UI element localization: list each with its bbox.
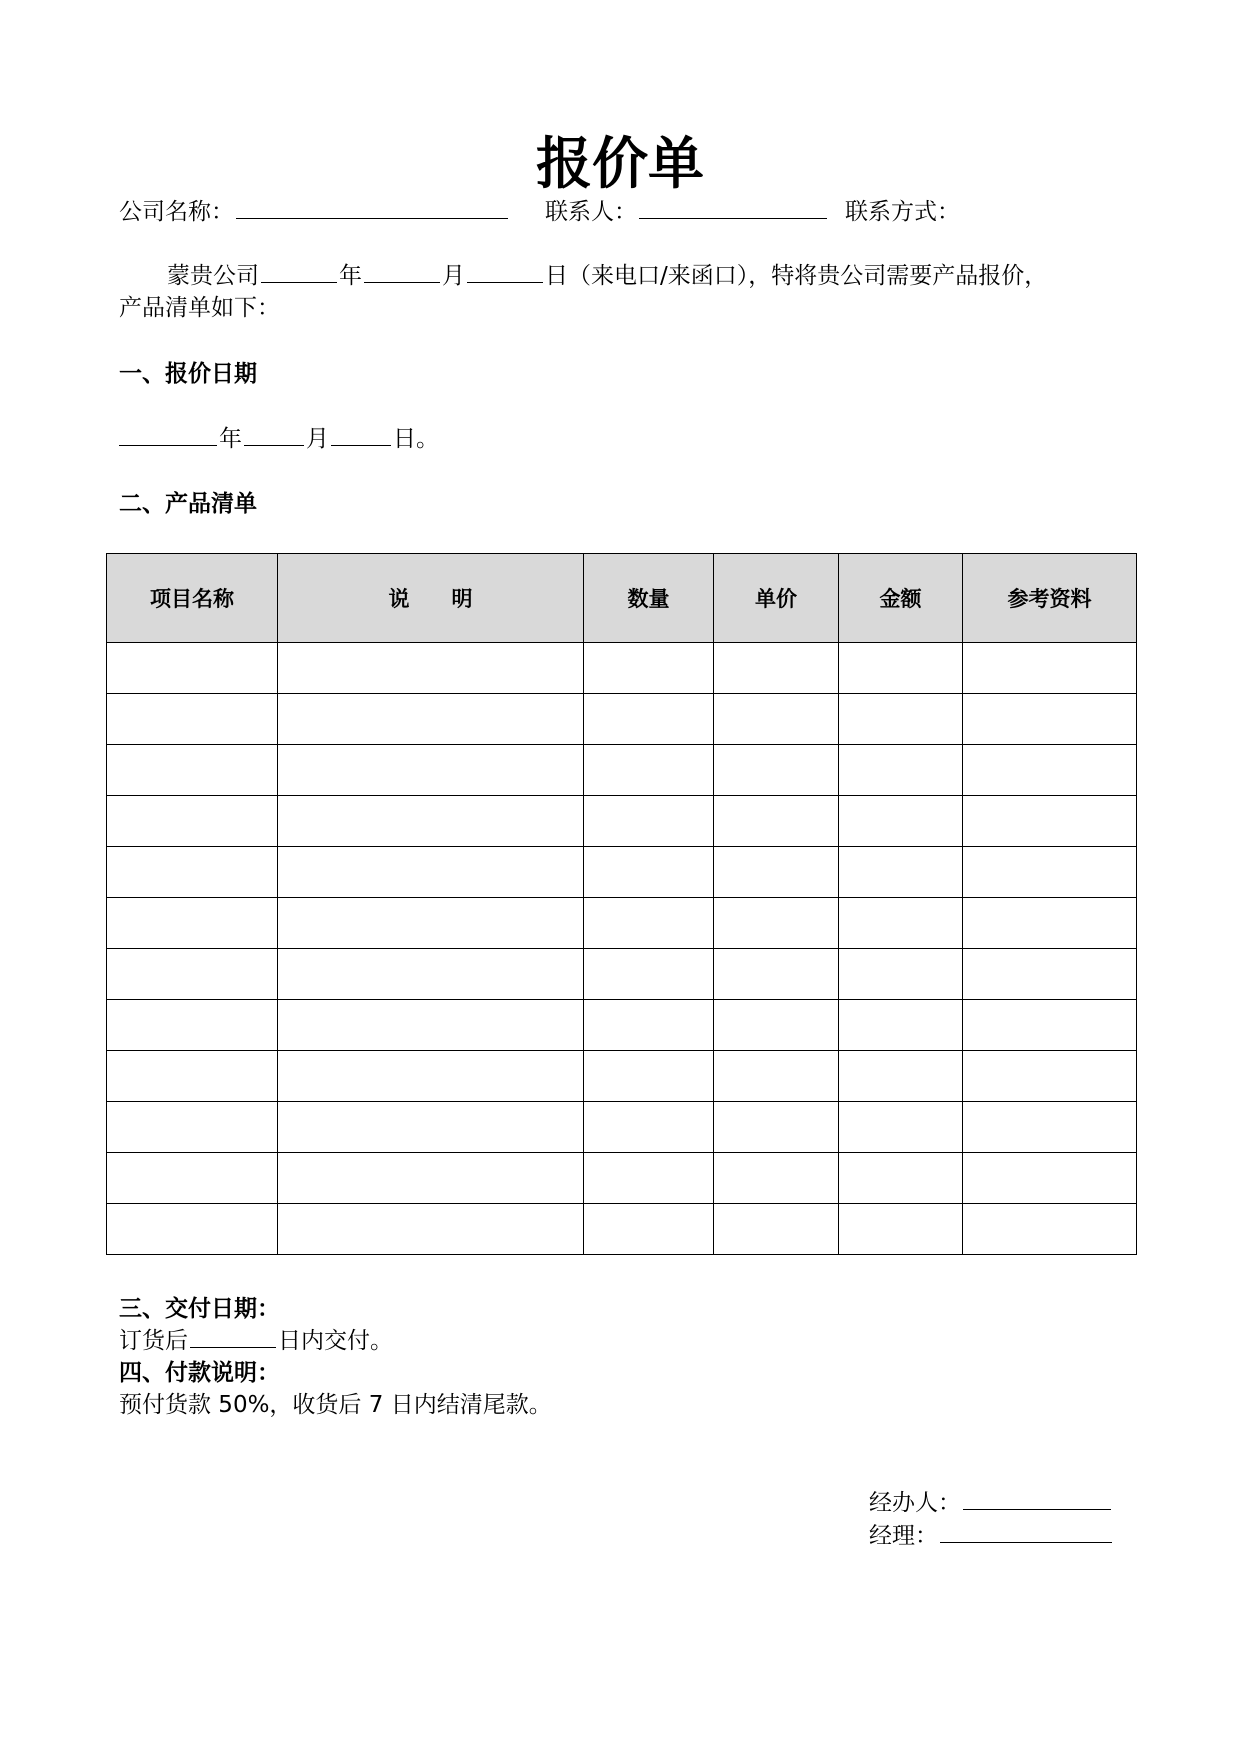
table-cell[interactable] (584, 1051, 714, 1102)
table-cell[interactable] (278, 745, 584, 796)
table-cell[interactable] (963, 898, 1137, 949)
table-cell[interactable] (839, 898, 963, 949)
col-header-quantity: 数量 (584, 554, 714, 643)
col-header-description: 说 明 (278, 554, 584, 643)
table-cell[interactable] (278, 898, 584, 949)
signature-handler (869, 1487, 1113, 1519)
table-cell[interactable] (963, 796, 1137, 847)
signature-manager (869, 1520, 1114, 1552)
table-body (107, 643, 1137, 1255)
col-header-item-name: 项目名称 (107, 554, 278, 643)
table-cell[interactable] (714, 1153, 839, 1204)
table-cell[interactable] (714, 1051, 839, 1102)
section4-heading: 四、付款说明： (119, 1360, 280, 1386)
table-cell[interactable] (839, 949, 963, 1000)
quote-month: 月 (306, 426, 329, 452)
table-cell[interactable] (714, 1000, 839, 1051)
table-cell[interactable] (714, 1102, 839, 1153)
table-cell[interactable] (107, 949, 278, 1000)
table-cell[interactable] (278, 694, 584, 745)
table-cell[interactable] (714, 847, 839, 898)
table-cell[interactable] (963, 1051, 1137, 1102)
quote-day: 日。 (393, 426, 439, 452)
table-cell[interactable] (714, 1204, 839, 1255)
table-cell[interactable] (963, 1204, 1137, 1255)
table-cell[interactable] (963, 1153, 1137, 1204)
table-cell[interactable] (584, 1153, 714, 1204)
table-cell[interactable] (584, 949, 714, 1000)
section2-heading: 二、产品清单 (119, 491, 257, 517)
table-cell[interactable] (714, 694, 839, 745)
intro-text: 蒙贵公司 (167, 263, 259, 289)
quote-date (119, 423, 439, 455)
table-cell[interactable] (278, 796, 584, 847)
delivery-text (119, 1325, 393, 1357)
table-cell[interactable] (584, 1000, 714, 1051)
table-row (107, 643, 1137, 694)
table-cell[interactable] (278, 1204, 584, 1255)
table-cell[interactable] (963, 949, 1137, 1000)
table-cell[interactable] (839, 796, 963, 847)
table-cell[interactable] (839, 1051, 963, 1102)
company-blank[interactable] (236, 217, 508, 219)
col-header-unit-price: 单价 (714, 554, 839, 643)
table-row (107, 694, 1137, 745)
contact-label: 联系人： (545, 199, 637, 225)
manager-label: 经理： (869, 1523, 938, 1549)
table-cell[interactable] (584, 694, 714, 745)
table-row (107, 1153, 1137, 1204)
table-cell[interactable] (714, 949, 839, 1000)
table-cell[interactable] (963, 643, 1137, 694)
contact-blank[interactable] (639, 217, 827, 219)
table-cell[interactable] (584, 1102, 714, 1153)
table-header-row (107, 554, 1137, 643)
intro-line-1 (119, 260, 1047, 292)
table-cell[interactable] (839, 643, 963, 694)
handler-label: 经办人： (869, 1490, 961, 1516)
table-cell[interactable] (107, 1102, 278, 1153)
table-cell[interactable] (107, 643, 278, 694)
table-cell[interactable] (839, 1000, 963, 1051)
col-header-reference: 参考资料 (963, 554, 1137, 643)
table-cell[interactable] (839, 1204, 963, 1255)
table-cell[interactable] (839, 1153, 963, 1204)
table-row (107, 796, 1137, 847)
table-cell[interactable] (963, 694, 1137, 745)
col-header-amount: 金额 (839, 554, 963, 643)
page-title: 报价单 (536, 132, 704, 197)
quote-day-blank[interactable] (331, 444, 391, 446)
intro-month: 月 (442, 263, 465, 289)
table-cell[interactable] (278, 847, 584, 898)
payment-text: 预付货款 50%，收货后 7 日内结清尾款。 (119, 1392, 552, 1418)
contact-method-label: 联系方式： (845, 199, 960, 225)
table-cell[interactable] (839, 1102, 963, 1153)
table-cell[interactable] (278, 1051, 584, 1102)
table-row (107, 1102, 1137, 1153)
table-cell[interactable] (107, 847, 278, 898)
table-cell[interactable] (107, 694, 278, 745)
table-cell[interactable] (714, 898, 839, 949)
intro-year-blank[interactable] (261, 281, 337, 283)
table-cell[interactable] (278, 643, 584, 694)
quote-year-blank[interactable] (119, 444, 217, 446)
section1-heading: 一、报价日期 (119, 361, 257, 387)
table-row (107, 1051, 1137, 1102)
table-cell[interactable] (714, 796, 839, 847)
table-row (107, 745, 1137, 796)
table-row (107, 1204, 1137, 1255)
table-cell[interactable] (839, 847, 963, 898)
table-cell[interactable] (839, 694, 963, 745)
header-contact-method (845, 196, 960, 228)
table-row (107, 898, 1137, 949)
table-cell[interactable] (107, 796, 278, 847)
table-row (107, 949, 1137, 1000)
delivery-days-blank[interactable] (190, 1346, 276, 1348)
table-cell[interactable] (963, 745, 1137, 796)
handler-blank[interactable] (963, 1508, 1111, 1510)
table-cell[interactable] (963, 847, 1137, 898)
table-cell[interactable] (584, 745, 714, 796)
table-cell[interactable] (963, 1000, 1137, 1051)
table-cell[interactable] (839, 745, 963, 796)
table-cell[interactable] (278, 949, 584, 1000)
table-cell[interactable] (584, 898, 714, 949)
company-label: 公司名称： (119, 199, 234, 225)
quote-month-blank[interactable] (244, 444, 304, 446)
table-cell[interactable] (107, 1051, 278, 1102)
table-cell[interactable] (107, 898, 278, 949)
table-row (107, 847, 1137, 898)
table-cell[interactable] (107, 745, 278, 796)
section3-heading: 三、交付日期： (119, 1296, 280, 1322)
table-cell[interactable] (107, 1000, 278, 1051)
table-cell[interactable] (584, 1204, 714, 1255)
quote-year: 年 (219, 426, 242, 452)
table-cell[interactable] (584, 643, 714, 694)
intro-line-2: 产品清单如下： (119, 295, 280, 321)
product-table (106, 553, 1137, 1255)
table-row (107, 1000, 1137, 1051)
table-cell[interactable] (714, 745, 839, 796)
table-cell[interactable] (584, 847, 714, 898)
delivery-post: 日内交付。 (278, 1328, 393, 1354)
intro-year: 年 (339, 263, 362, 289)
table-cell[interactable] (278, 1153, 584, 1204)
table-cell[interactable] (584, 796, 714, 847)
table-cell[interactable] (107, 1153, 278, 1204)
intro-day-ref: 日（来电口/来函口），特将贵公司需要产品报价， (545, 263, 1048, 289)
table-cell[interactable] (963, 1102, 1137, 1153)
table-cell[interactable] (278, 1102, 584, 1153)
header-contact (545, 196, 829, 228)
delivery-pre: 订货后 (119, 1328, 188, 1354)
intro-month-blank[interactable] (364, 281, 440, 283)
table-cell[interactable] (107, 1204, 278, 1255)
table-cell[interactable] (278, 1000, 584, 1051)
table-cell[interactable] (714, 643, 839, 694)
manager-blank[interactable] (940, 1541, 1112, 1543)
intro-day-blank[interactable] (467, 281, 543, 283)
header-company (119, 196, 510, 228)
